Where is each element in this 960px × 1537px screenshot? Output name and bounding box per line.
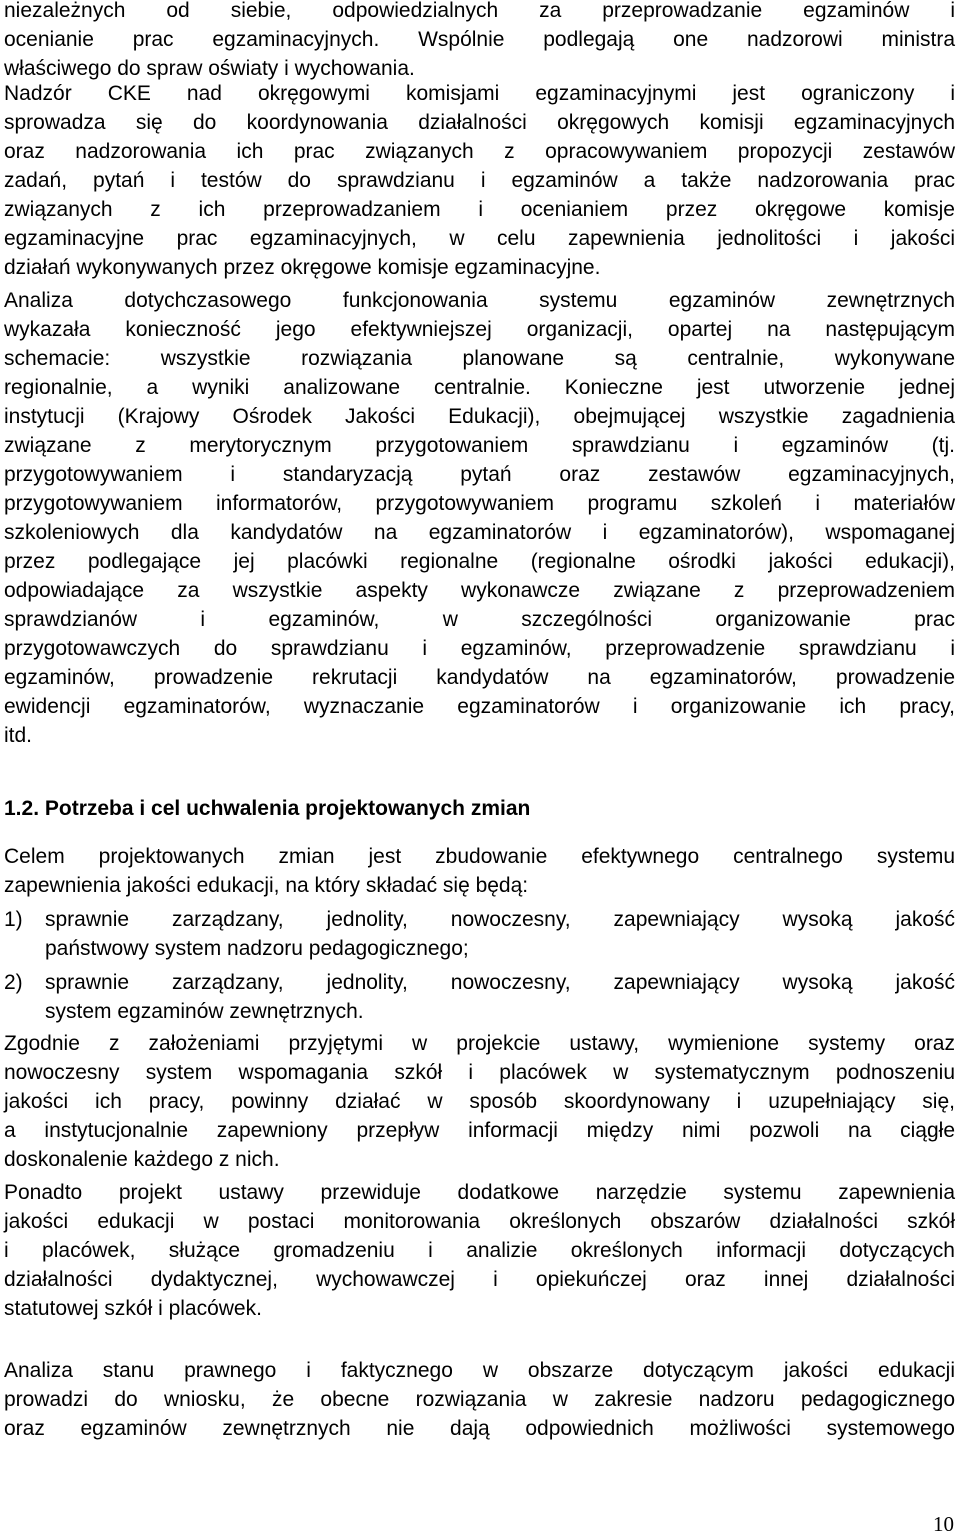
text-line: regionalnie, a wyniki analizowane centralnie. Konieczne jest utworzenie jednej: [4, 376, 955, 399]
text-line: sprawnie zarządzany, jednolity, nowoczesny, zapewniający wysoką jakość: [45, 971, 955, 994]
text-line: prowadzi do wniosku, że obecne rozwiązania w zakresie nadzoru pedagogicznego: [4, 1388, 955, 1411]
text-line: oraz nadzorowania ich prac związanych z opracowywaniem propozycji zestawów: [4, 140, 955, 163]
text-line: niezależnych od siebie, odpowiedzialnych za przeprowadzanie egzaminów i: [4, 0, 955, 22]
paragraph-monitoring: [4, 1178, 955, 1323]
text-line: przygotowywaniem informatorów, przygotowywaniem programu szkoleń i materiałów: [4, 492, 955, 515]
text-line: sprawdzianów i egzaminów, w szczególności organizowanie prac: [4, 608, 955, 631]
text-line: Celem projektowanych zmian jest zbudowanie efektywnego centralnego systemu: [4, 845, 955, 868]
text-line: szkoleniowych dla kandydatów na egzaminatorów i egzaminatorów), wspomaganej: [4, 521, 955, 544]
list-item: [4, 905, 955, 963]
text-line: itd.: [4, 724, 33, 747]
text-line: Analiza stanu prawnego i faktycznego w obszarze dotyczącym jakości edukacji: [4, 1359, 955, 1382]
text-line: doskonalenie każdego z nich.: [4, 1148, 280, 1171]
text-line: Analiza dotychczasowego funkcjonowania systemu egzaminów zewnętrznych: [4, 289, 955, 312]
text-line: nowoczesny system wspomagania szkół i placówek w systematycznym podnoszeniu: [4, 1061, 955, 1084]
list-item-number: 1): [4, 908, 23, 931]
text-line: statutowej szkół i placówek.: [4, 1297, 262, 1320]
text-line: Ponadto projekt ustawy przewiduje dodatkowe narzędzie systemu zapewnienia: [4, 1181, 955, 1204]
text-line: odpowiadające za wszystkie aspekty wykonawcze związane z przeprowadzeniem: [4, 579, 955, 602]
text-line: państwowy system nadzoru pedagogicznego;: [45, 937, 469, 960]
page-number: 10: [933, 1512, 954, 1536]
text-line: związanych z ich przeprowadzaniem i ocenianiem przez okręgowe komisje: [4, 198, 955, 221]
paragraph-legal-analysis: [4, 1356, 955, 1443]
text-line: jakości ich pracy, powinny działać w sposób skoordynowany i uzupełniający się,: [4, 1090, 955, 1113]
text-line: działalności dydaktycznej, wychowawczej i opiekuńczej oraz innej działalności: [4, 1268, 955, 1291]
text-line: działań wykonywanych przez okręgowe komisje egzaminacyjne.: [4, 256, 601, 279]
text-line: sprowadza się do koordynowania działalności okręgowych komisji egzaminacyjnych: [4, 111, 955, 134]
text-line: Zgodnie z założeniami przyjętymi w projekcie ustawy, wymienione systemy oraz: [4, 1032, 955, 1055]
section-heading: 1.2. Potrzeba i cel uchwalenia projektowanych zmian: [4, 797, 531, 820]
text-line: właściwego do spraw oświaty i wychowania.: [4, 57, 415, 80]
text-line: zapewnienia jakości edukacji, na który składać się będą:: [4, 874, 529, 897]
text-line: związane z merytorycznym przygotowaniem sprawdzianu i egzaminów (tj.: [4, 434, 955, 457]
paragraph-cke-supervision: [4, 79, 955, 282]
text-line: a instytucjonalnie zapewniony przepływ informacji między nimi pozwoli na ciągłe: [4, 1119, 955, 1142]
text-line: oraz egzaminów zewnętrznych nie dają odpowiednich możliwości systemowego: [4, 1417, 955, 1440]
text-line: przygotowywaniem i standaryzacją pytań oraz zestawów egzaminacyjnych,: [4, 463, 955, 486]
text-line: schemacie: wszystkie rozwiązania planowane są centralnie, wykonywane: [4, 347, 955, 370]
paragraph-system-analysis: [4, 286, 955, 750]
paragraph-commissions-intro: [4, 0, 955, 83]
text-line: egzaminacyjne prac egzaminacyjnych, w celu zapewnienia jednolitości i jakości: [4, 227, 955, 250]
paragraph-coordination: [4, 1029, 955, 1174]
numbered-list: [4, 905, 955, 1026]
text-line: sprawnie zarządzany, jednolity, nowoczesny, zapewniający wysoką jakość: [45, 908, 955, 931]
paragraph-goal: [4, 842, 955, 900]
text-line: ocenianie prac egzaminacyjnych. Wspólnie podlegają one nadzorowi ministra: [4, 28, 955, 51]
text-line: wykazała konieczność jego efektywniejszej organizacji, opartej na następującym: [4, 318, 955, 341]
text-line: Nadzór CKE nad okręgowymi komisjami egzaminacyjnymi jest ograniczony i: [4, 82, 955, 105]
text-line: zadań, pytań i testów do sprawdzianu i egzaminów a także nadzorowania prac: [4, 169, 955, 192]
text-line: ewidencji egzaminatorów, wyznaczanie egzaminatorów i organizowanie ich pracy,: [4, 695, 955, 718]
text-line: przygotowawczych do sprawdzianu i egzaminów, przeprowadzenie sprawdzianu i: [4, 637, 955, 660]
text-line: egzaminów, prowadzenie rekrutacji kandydatów na egzaminatorów, prowadzenie: [4, 666, 955, 689]
text-line: i placówek, służące gromadzeniu i analizie określonych informacji dotyczących: [4, 1239, 955, 1262]
list-item-number: 2): [4, 971, 23, 994]
text-line: instytucji (Krajowy Ośrodek Jakości Edukacji), obejmującej wszystkie zagadnienia: [4, 405, 955, 428]
text-line: jakości edukacji w postaci monitorowania określonych obszarów działalności szkół: [4, 1210, 955, 1233]
text-line: system egzaminów zewnętrznych.: [45, 1000, 364, 1023]
text-line: przez podlegające jej placówki regionalne (regionalne ośrodki jakości edukacji),: [4, 550, 955, 573]
list-item: [4, 968, 955, 1026]
